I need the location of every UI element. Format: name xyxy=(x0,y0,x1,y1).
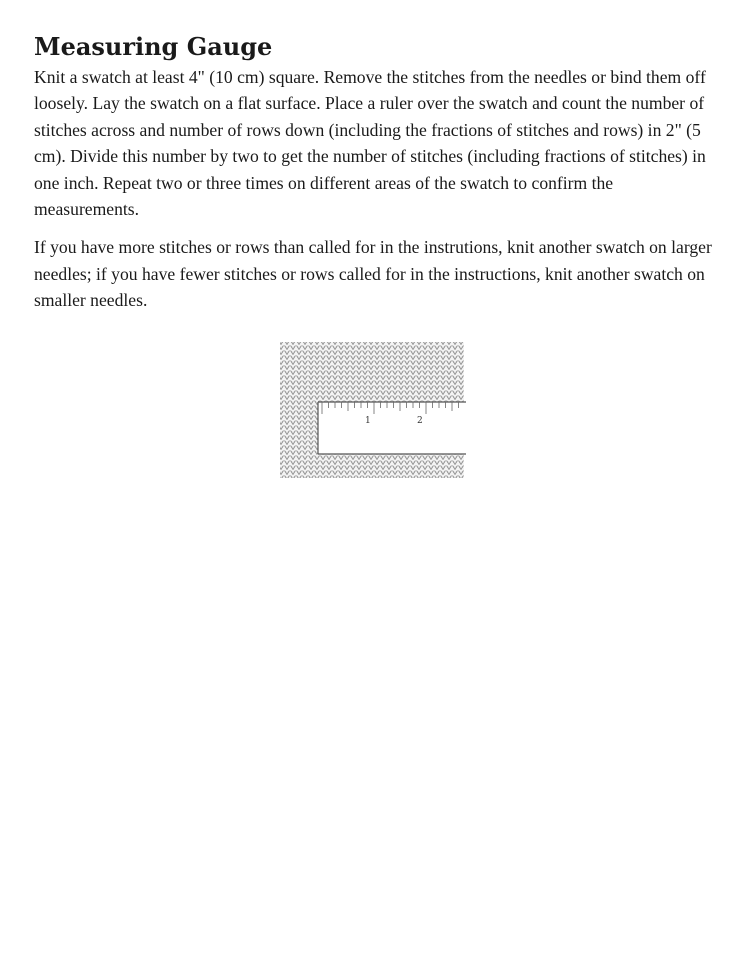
ruler-label-2: 2 xyxy=(417,416,423,426)
paragraph-measuring-instructions: Knit a swatch at least 4" (10 cm) square. Remove the stitches from the needles or bind them off loosely. Lay the swatch on a flat surface. Place a ruler over the swatch and count the number of stitches across and number of rows down (including the fractions of stitches and rows) in 2" (5 cm). Divide this number by two to get the number of stitches (including fractions of stitches) in one inch. Repeat two or three times on different areas of the swatch to confirm the measurements. xyxy=(34,67,706,220)
ruler-label-1: 1 xyxy=(365,416,371,426)
paragraph-needle-adjustment: If you have more stitches or rows than called for in the instrutions, knit another swatch on larger needles; if you have fewer stitches or rows called for in the instructions, knit another swatch on smaller needles. xyxy=(34,237,712,311)
page-title: Measuring Gauge xyxy=(34,32,273,61)
swatch-ruler-illustration xyxy=(278,340,466,480)
document-page xyxy=(34,30,714,326)
ruler xyxy=(318,402,466,454)
